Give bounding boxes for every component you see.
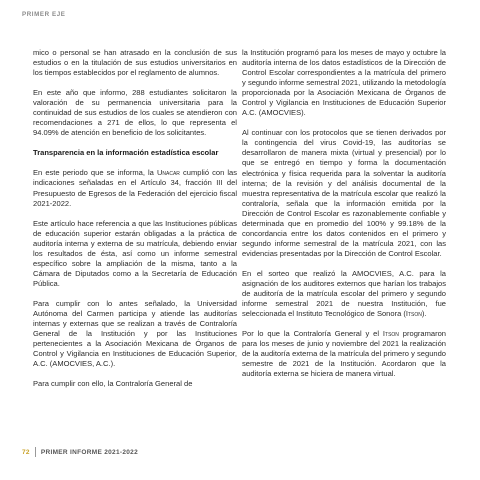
acronym-unacar: Unacar <box>156 168 180 178</box>
page-footer <box>22 446 138 458</box>
section-label: PRIMER EJE <box>22 11 66 18</box>
acronym-itson: Itson <box>405 309 422 319</box>
section-heading: Transparencia en la información estadística escolar <box>33 148 219 158</box>
footer-divider <box>35 447 36 457</box>
paragraph: Al continuar con los protocolos que se tienen derivados por la contingencia del virus Covid-19, las auditorías se desarrollaron de manera mixta (virtual y presencial) por lo que se entregó en tiempo y forma la documentación electrónica y física requerida para la solventar la auditoría interna; de la revisión y del análisis documental de la muestra representativa de la matrícula escolar que realizó la contraloría, señala que la información emitida por la Dirección de Control Escolar es razonablemente confiable y determinada que en promedio del 100% y 99.18% de la concordancia entre los datos contenidos en el primero y segundo informe semestral de la matrícula 2021, con las evidencias presentadas por la Dirección de Control Escolar. <box>242 128 446 258</box>
left-column <box>33 48 237 399</box>
report-title: PRIMER INFORME 2021-2022 <box>40 448 138 456</box>
paragraph: Para cumplir con ello, la Contraloría General de <box>33 379 193 389</box>
right-column <box>242 48 446 389</box>
page-number: 72 <box>22 448 30 456</box>
paragraph: Por lo que la Contraloría General y el Itson programaron para los meses de junio y noviembre del 2021 la realización de la auditoría externa de la matrícula del primero y segundo semestre de 2021 de la Institución. Acordaron que la auditoría externa se hiciera de manera virtual. <box>242 329 447 379</box>
paragraph: mico o personal se han atrasado en la conclusión de sus estudios o en la titulación de sus estudios universitarios en los tiempos establecidos por el reglamento de alumnos. <box>33 48 237 78</box>
paragraph: En el sorteo que realizó la AMOCVIES, A.C. para la asignación de los auditores externos que harían los trabajos de auditoría de la matrícula escolar del primero y segundo informe semestral 2021 de nuestra Institución, fue seleccionada el Instituto Tecnológico de Sonora (Itson). <box>242 268 446 319</box>
paragraph: Este artículo hace referencia a que las Instituciones públicas de educación superior estarán obligadas a la práctica de auditoría interna y externa de su matrícula, debiendo enviar los resultados de ésta, así como un informe semestral específico sobre la ampliación de la misma, tanto a la Cámara de Diputados como a la Secretaría de Educación Pública. <box>33 218 237 288</box>
paragraph: Para cumplir con lo antes señalado, la Universidad Autónoma del Carmen participa y atiende las auditorías internas y externas que se realizan a través de Contraloría General de la Institución y por las Instituciones pertenecientes a la Asociación Mexicana de Órganos de Control y Vigilancia en Instituciones de Educación Superior, A.C. (AMOCVIES, A.C.). <box>33 298 237 369</box>
paragraph: En este periodo que se informa, la Unacar cumplió con las indicaciones señaladas en el Artículo 34, fracción III del Presupuesto de Egresos de la Federación del ejercicio fiscal 2021-2022. <box>33 168 237 208</box>
acronym-itson: Itson <box>382 329 399 339</box>
paragraph: En este año que informo, 288 estudiantes solicitaron la valoración de su permanencia universitaria para la continuidad de sus estudios de los cuales se atendieron con recomendaciones a 271 de ellos, lo que representa el 94.09% de atención en beneficio de los solicitantes. <box>33 88 237 138</box>
paragraph: la Institución programó para los meses de mayo y octubre la auditoría interna de los datos estadísticos de la Dirección de Control Escolar correspondientes a la matrícula del primero y segundo informe semestral 2021, utilizando la metodología proporcionada por la Asociación Mexicana de Órganos de Control y Vigilancia en Instituciones de Educación Superior A.C. (AMOCVIES). <box>242 48 446 118</box>
